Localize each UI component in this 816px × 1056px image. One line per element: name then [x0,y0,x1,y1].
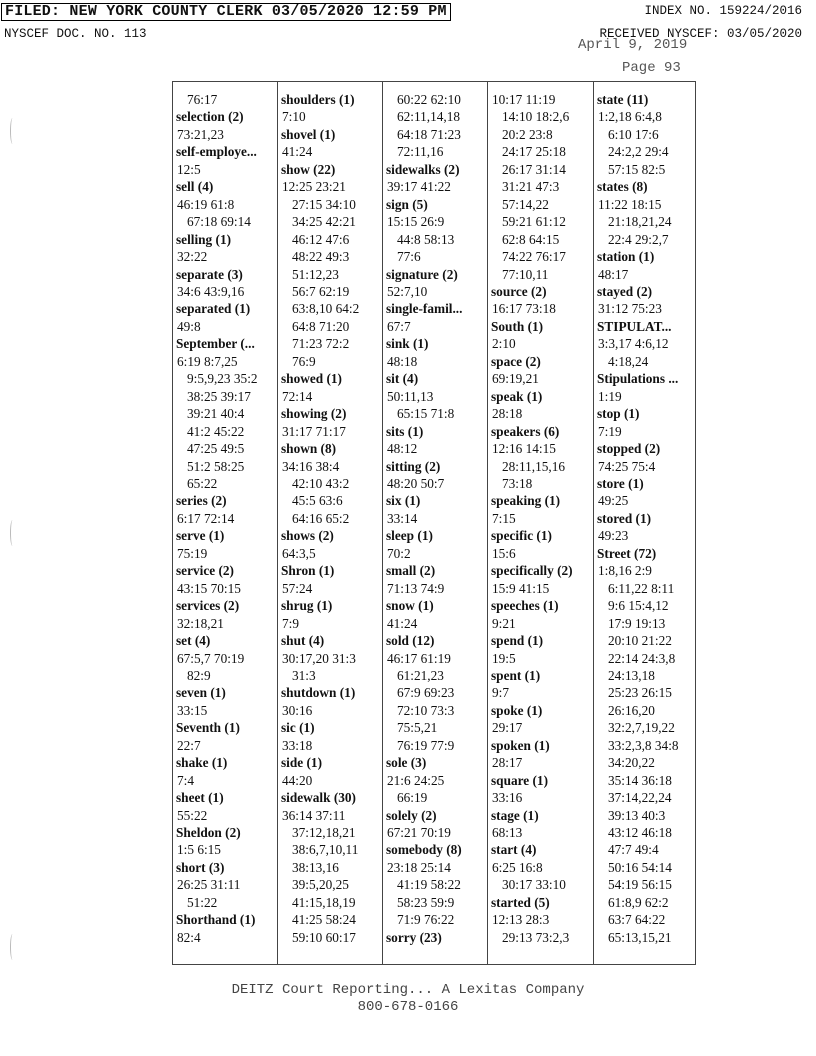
index-page-ref: 10:17 11:19 [492,92,556,107]
index-page-ref: 62:11,14,18 [397,109,461,125]
index-term: separate (3) [176,266,243,282]
index-page-ref: 27:15 34:10 [292,196,356,212]
index-term: stored (1) [597,510,652,526]
index-page-ref: 65:22 [187,475,218,491]
index-term: shows (2) [281,528,334,544]
index-term: sole (3) [386,755,427,771]
index-page-ref: 51:12,23 [292,266,339,282]
index-column-4 [487,82,594,964]
index-term: short (3) [176,859,225,875]
index-page-ref: 63:8,10 64:2 [292,301,360,317]
index-page-ref: 41:15,18,19 [292,894,356,910]
index-page-ref: 45:5 63:6 [292,493,343,509]
index-page-ref: 47:7 49:4 [608,842,659,858]
index-term: square (1) [491,772,549,788]
index-page-ref: 6:19 8:7,25 [177,353,238,369]
index-page-ref: 67:21 70:19 [387,825,451,841]
index-term: specifically (2) [491,563,573,579]
index-page-ref: 22:14 24:3,8 [608,650,676,666]
index-term: sleep (1) [386,528,433,544]
index-term: September (... [176,336,255,352]
index-page-ref: 59:10 60:17 [292,929,356,945]
index-term: sit (4) [386,371,419,387]
index-page-ref: 9:7 [492,685,509,701]
index-page-ref: 33:16 [492,790,523,806]
index-page-ref: 33:15 [177,702,208,718]
index-page-ref: 54:19 56:15 [608,877,672,893]
index-term: show (22) [281,161,336,177]
margin-mark [10,118,15,144]
index-page-ref: 52:7,10 [387,283,428,299]
document-number: NYSCEF DOC. NO. 113 [4,27,147,41]
index-term: STIPULAT... [597,318,672,334]
index-page-ref: 34:25 42:21 [292,214,356,230]
index-page-ref: 57:24 [282,580,313,596]
index-page-ref: 48:12 [387,441,418,457]
index-page-ref: 2:10 [492,336,516,352]
index-page-ref: 62:8 64:15 [502,231,560,247]
index-page-ref: 73:18 [502,475,533,491]
index-page-ref: 26:16,20 [608,702,655,718]
index-page-ref: 33:14 [387,510,418,526]
index-page-ref: 39:21 40:4 [187,406,245,422]
index-term: sic (1) [281,720,315,736]
index-page-ref: 29:13 73:2,3 [502,929,570,945]
index-page-ref: 39:13 40:3 [608,807,666,823]
index-page-ref: 41:2 45:22 [187,423,245,439]
index-page-ref: 22:7 [177,737,201,753]
index-term: Shorthand (1) [176,912,256,928]
index-page-ref: 77:6 [397,249,421,265]
index-page-ref: 64:18 71:23 [397,126,461,142]
index-page-ref: 31:3 [292,667,316,683]
index-page-ref: 30:17,20 31:3 [282,650,356,666]
index-page-ref: 56:7 62:19 [292,283,350,299]
index-page-ref: 44:20 [282,772,313,788]
index-term: solely (2) [386,807,437,823]
index-page-ref: 48:22 49:3 [292,249,350,265]
index-page-ref: 24:2,2 29:4 [608,144,669,160]
index-term: small (2) [386,563,436,579]
index-page-ref: 43:15 70:15 [177,580,241,596]
index-page-ref: 50:16 54:14 [608,859,672,875]
index-column-5 [593,82,696,964]
index-page-ref: 3:3,17 4:6,12 [598,336,669,352]
index-page-ref: 49:23 [598,528,629,544]
index-term: selling (1) [176,231,232,247]
index-page-ref: 21:6 24:25 [387,772,445,788]
index-page-ref: 37:12,18,21 [292,825,356,841]
index-page-ref: 17:9 19:13 [608,615,666,631]
index-page-ref: 6:25 16:8 [492,859,543,875]
index-term: sell (4) [176,179,214,195]
index-term: self-employe... [176,144,257,160]
index-term: stop (1) [597,406,640,422]
index-term: speak (1) [491,388,543,404]
index-page-ref: 11:22 18:15 [598,196,662,212]
index-page-ref: 48:20 50:7 [387,475,445,491]
index-term: selection (2) [176,109,244,125]
index-term: Shron (1) [281,563,335,579]
index-page-ref: 38:13,16 [292,859,339,875]
index-page-ref: 57:15 82:5 [608,161,666,177]
margin-mark [10,520,15,546]
index-term: station (1) [597,249,655,265]
index-page-ref: 46:19 61:8 [177,196,235,212]
index-page-ref: 20:2 23:8 [502,126,553,142]
index-term: showed (1) [281,371,342,387]
index-page-ref: 75:19 [177,545,208,561]
index-page-ref: 16:17 73:18 [492,301,556,317]
index-page-ref: 72:11,16 [397,144,444,160]
index-page-ref: 7:4 [177,772,194,788]
hole-punch-marks [0,70,30,970]
index-page-ref: 41:25 58:24 [292,912,356,928]
index-page-ref: 38:25 39:17 [187,388,251,404]
index-page-ref: 22:4 29:2,7 [608,231,669,247]
index-column-3 [382,82,488,964]
margin-mark [10,934,15,960]
index-page-ref: 26:17 31:14 [502,161,566,177]
index-page-ref: 71:13 74:9 [387,580,445,596]
index-page-ref: 48:18 [387,353,418,369]
index-term: shake (1) [176,755,228,771]
index-term: spoke (1) [491,702,543,718]
index-page-ref: 61:8,9 62:2 [608,894,669,910]
index-term: shovel (1) [281,126,336,142]
footer-phone: 800-678-0166 [357,999,459,1015]
index-page-ref: 9:21 [492,615,516,631]
index-page-ref: 14:10 18:2,6 [502,109,570,125]
index-page-ref: 9:5,9,23 35:2 [187,371,258,387]
index-page-ref: 63:7 64:22 [608,912,666,928]
index-term: somebody (8) [386,842,462,858]
index-page-ref: 32:2,7,19,22 [608,720,675,736]
index-page-ref: 37:14,22,24 [608,790,672,806]
index-page-ref: 25:23 26:15 [608,685,672,701]
index-page-ref: 4:18,24 [608,353,649,369]
index-page-ref: 28:11,15,16 [502,458,566,474]
index-page-ref: 41:19 58:22 [397,877,461,893]
transcript-date: April 9, 2019 [578,37,688,53]
index-page-ref: 71:9 76:22 [397,912,455,928]
index-term: single-famil... [386,301,463,317]
index-page-ref: 7:10 [282,109,306,125]
index-page-ref: 65:13,15,21 [608,929,672,945]
index-page-ref: 61:21,23 [397,667,444,683]
index-term: stage (1) [491,807,539,823]
index-page-ref: 1:8,16 2:9 [598,563,652,579]
index-page-ref: 82:4 [177,929,201,945]
index-page-ref: 60:22 62:10 [397,92,461,107]
index-page-ref: 12:13 28:3 [492,912,550,928]
index-page-ref: 67:18 69:14 [187,214,251,230]
index-term: speakers (6) [491,423,560,439]
index-term: speaking (1) [491,493,561,509]
index-page-ref: 76:9 [292,353,316,369]
index-page-ref: 1:2,18 6:4,8 [598,109,662,125]
index-term: Sheldon (2) [176,825,241,841]
index-page-ref: 1:19 [598,388,622,404]
index-term: stopped (2) [597,441,661,457]
index-page-ref: 38:6,7,10,11 [292,842,359,858]
index-page-ref: 23:18 25:14 [387,859,451,875]
index-page-ref: 15:15 26:9 [387,214,445,230]
index-page-ref: 35:14 36:18 [608,772,672,788]
index-term: spend (1) [491,633,544,649]
index-page-ref: 66:19 [397,790,428,806]
index-term: Seventh (1) [176,720,240,736]
index-term: seven (1) [176,685,226,701]
index-page-ref: 24:17 25:18 [502,144,566,160]
word-index-table [172,81,696,965]
index-page-ref: 36:14 37:11 [282,807,346,823]
index-page-ref: 12:25 23:21 [282,179,346,195]
index-page-ref: 67:5,7 70:19 [177,650,245,666]
index-term: sits (1) [386,423,424,439]
index-column-2 [277,82,383,964]
index-page-ref: 34:16 38:4 [282,458,340,474]
index-term: sidewalks (2) [386,161,460,177]
index-term: shown (8) [281,441,337,457]
index-page-ref: 42:10 43:2 [292,475,350,491]
index-page-ref: 69:19,21 [492,371,539,387]
index-page-ref: 39:17 41:22 [387,179,451,195]
index-page-ref: 64:3,5 [282,545,316,561]
index-term: shrug (1) [281,598,333,614]
index-page-ref: 73:21,23 [177,126,224,142]
index-page-ref: 6:11,22 8:11 [608,580,675,596]
index-page-ref: 28:17 [492,755,523,771]
index-term: service (2) [176,563,234,579]
index-page-ref: 64:8 71:20 [292,318,350,334]
index-term: speeches (1) [491,598,559,614]
index-term: snow (1) [386,598,434,614]
index-page-ref: 32:18,21 [177,615,224,631]
index-page-ref: 31:17 71:17 [282,423,346,439]
index-page-ref: 34:6 43:9,16 [177,283,245,299]
index-page-ref: 12:16 14:15 [492,441,556,457]
index-page-ref: 68:13 [492,825,523,841]
index-page-ref: 49:8 [177,318,201,334]
index-term: spent (1) [491,667,541,683]
index-term: sheet (1) [176,790,224,806]
index-term: Stipulations ... [597,371,679,387]
index-page-ref: 74:25 75:4 [598,458,656,474]
index-page-ref: 44:8 58:13 [397,231,455,247]
index-page-ref: 19:5 [492,650,516,666]
index-page-ref: 15:6 [492,545,516,561]
index-page-ref: 34:20,22 [608,755,655,771]
index-page-ref: 6:10 17:6 [608,126,659,142]
index-term: stayed (2) [597,283,653,299]
index-page-ref: 59:21 61:12 [502,214,566,230]
index-page-ref: 71:23 72:2 [292,336,350,352]
index-page-ref: 51:22 [187,894,218,910]
index-column-1 [173,82,277,964]
index-page-ref: 75:5,21 [397,720,438,736]
index-page-ref: 41:24 [387,615,418,631]
index-page-ref: 67:9 69:23 [397,685,455,701]
index-term: shutdown (1) [281,685,356,701]
footer-company: DEITZ Court Reporting... A Lexitas Company [231,982,585,998]
index-page-ref: 70:2 [387,545,411,561]
index-term: serve (1) [176,528,225,544]
filed-stamp: FILED: NEW YORK COUNTY CLERK 03/05/2020 12:59 PM [1,3,451,21]
index-page-ref: 31:21 47:3 [502,179,560,195]
index-term: sign (5) [386,196,428,212]
index-page-ref: 41:24 [282,144,313,160]
index-term: South (1) [491,318,544,334]
index-page-ref: 6:17 72:14 [177,510,235,526]
index-page-ref: 39:5,20,25 [292,877,349,893]
index-page-ref: 32:22 [177,249,208,265]
index-term: six (1) [386,493,421,509]
index-page-ref: 30:17 33:10 [502,877,566,893]
index-page-ref: 72:10 73:3 [397,702,455,718]
index-page-ref: 77:10,11 [502,266,549,282]
index-term: specific (1) [491,528,552,544]
received-stamp: RECEIVED NYSCEF: 03/05/2020 [599,27,802,41]
index-term: start (4) [491,842,537,858]
index-term: store (1) [597,475,644,491]
index-page-ref: 30:16 [282,702,313,718]
index-page-ref: 57:14,22 [502,196,549,212]
index-term: Street (72) [597,545,657,561]
index-page-ref: 49:25 [598,493,629,509]
index-term: services (2) [176,598,240,614]
index-term: state (11) [597,92,649,107]
index-term: sold (12) [386,633,435,649]
index-page-ref: 76:19 77:9 [397,737,455,753]
index-term: showing (2) [281,406,347,422]
index-page-ref: 15:9 41:15 [492,580,550,596]
index-term: sidewalk (30) [281,790,356,806]
index-term: source (2) [491,283,547,299]
index-term: sitting (2) [386,458,441,474]
index-term: spoken (1) [491,737,550,753]
index-page-ref: 26:25 31:11 [177,877,241,893]
index-page-ref: 46:12 47:6 [292,231,350,247]
index-page-ref: 24:13,18 [608,667,655,683]
index-page-ref: 33:18 [282,737,313,753]
index-page-ref: 31:12 75:23 [598,301,662,317]
index-page-ref: 9:6 15:4,12 [608,598,669,614]
index-page-ref: 82:9 [187,667,211,683]
index-term: signature (2) [386,266,458,282]
index-page-ref: 29:17 [492,720,523,736]
index-page-ref: 74:22 76:17 [502,249,566,265]
index-page-ref: 1:5 6:15 [177,842,221,858]
index-page-ref: 55:22 [177,807,208,823]
index-page-ref: 43:12 46:18 [608,825,672,841]
index-term: sorry (23) [386,929,442,945]
index-page-ref: 20:10 21:22 [608,633,672,649]
index-term: set (4) [176,633,211,649]
index-page-ref: 7:19 [598,423,622,439]
index-term: space (2) [491,353,541,369]
index-page-ref: 12:5 [177,161,201,177]
index-page-ref: 51:2 58:25 [187,458,245,474]
page-number: Page 93 [622,60,681,76]
index-term: sink (1) [386,336,429,352]
index-term: series (2) [176,493,227,509]
index-page-ref: 21:18,21,24 [608,214,672,230]
index-page-ref: 47:25 49:5 [187,441,245,457]
index-term: states (8) [597,179,648,195]
index-term: side (1) [281,755,322,771]
index-page-ref: 7:15 [492,510,516,526]
index-page-ref: 58:23 59:9 [397,894,455,910]
index-number: INDEX NO. 159224/2016 [644,4,802,18]
index-term: separated (1) [176,301,251,317]
index-page-ref: 46:17 61:19 [387,650,451,666]
index-page-ref: 7:9 [282,615,299,631]
index-page-ref: 76:17 [187,92,218,107]
index-page-ref: 65:15 71:8 [397,406,455,422]
index-page-ref: 64:16 65:2 [292,510,350,526]
index-page-ref: 48:17 [598,266,629,282]
index-page-ref: 67:7 [387,318,411,334]
index-page-ref: 28:18 [492,406,523,422]
index-page-ref: 72:14 [282,388,313,404]
index-term: shoulders (1) [281,92,355,107]
index-term: started (5) [491,894,550,910]
index-term: shut (4) [281,633,325,649]
index-page-ref: 50:11,13 [387,388,434,404]
index-page-ref: 33:2,3,8 34:8 [608,737,679,753]
